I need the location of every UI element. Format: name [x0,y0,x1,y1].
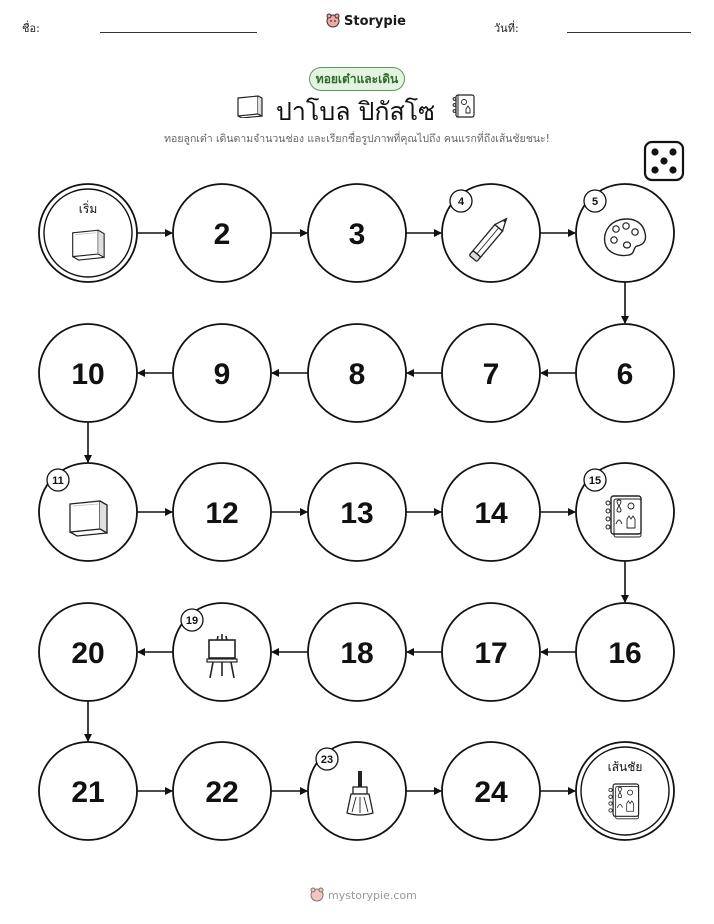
space-number: 8 [348,358,366,391]
board-space-13 [308,463,406,561]
space-number: 6 [616,358,634,391]
board-space-6 [576,324,674,422]
space-number: 10 [71,358,105,391]
space-number: 11 [52,475,64,487]
sketchbook-icon [606,496,641,537]
space-number: 24 [474,776,508,809]
board-space-15 [576,463,674,561]
brand-name: Storypie [344,13,406,29]
board-space-19 [173,603,271,701]
page-title: ปาโบล ปิกัสโซ [276,97,436,126]
board-space-1 [39,184,137,282]
board-space-12 [173,463,271,561]
board-space-18 [308,603,406,701]
space-number: 5 [591,196,599,208]
game-tag: ทอยเต๋าและเดิน [309,67,405,91]
space-number: 13 [340,497,374,530]
footer [310,887,417,903]
space-number: 7 [482,358,500,391]
board-space-4 [442,184,540,282]
space-number: 16 [608,637,642,670]
board-space-22 [173,742,271,840]
space-number: 9 [213,358,231,391]
board-space-8 [308,324,406,422]
board-space-20 [39,603,137,701]
board-space-17 [442,603,540,701]
easel-icon [207,634,237,678]
board-space-14 [442,463,540,561]
start-label: เริ่ม [78,202,98,216]
space-number: 12 [205,497,239,530]
board-space-9 [173,324,271,422]
space-number: 23 [320,754,334,766]
instructions: ทอยลูกเต๋า เดินตามจำนวนช่อง และเรียกชื่อรูปภาพที่คุณไปถึง คนแรกที่ถึงเส้นชัยชนะ! [164,133,550,145]
space-number: 4 [457,196,465,208]
board-space-16 [576,603,674,701]
space-number: 2 [213,218,231,251]
footer-site: mystorypie.com [328,888,417,902]
space-number: 19 [185,615,199,627]
board-space-21 [39,742,137,840]
board-space-11 [39,463,137,561]
space-number: 15 [588,475,602,487]
board-space-5 [576,184,674,282]
board-space-10 [39,324,137,422]
finish-label: เส้นชัย [607,760,643,774]
board-space-23 [308,742,406,840]
space-number: 17 [474,637,508,670]
board-space-2 [173,184,271,282]
space-number: 20 [71,637,105,670]
board-space-3 [308,184,406,282]
storypie-mascot-icon [310,887,324,903]
board-space-25 [576,742,674,840]
space-number: 18 [340,637,374,670]
space-number: 22 [205,776,239,809]
sketchbook-icon [609,784,639,819]
name-label: ชื่อ: [22,22,40,35]
board-space-24 [442,742,540,840]
board-space-7 [442,324,540,422]
space-number: 14 [474,497,508,530]
space-number: 3 [348,218,366,251]
date-label: วันที่: [494,22,519,35]
space-number: 21 [71,776,105,809]
